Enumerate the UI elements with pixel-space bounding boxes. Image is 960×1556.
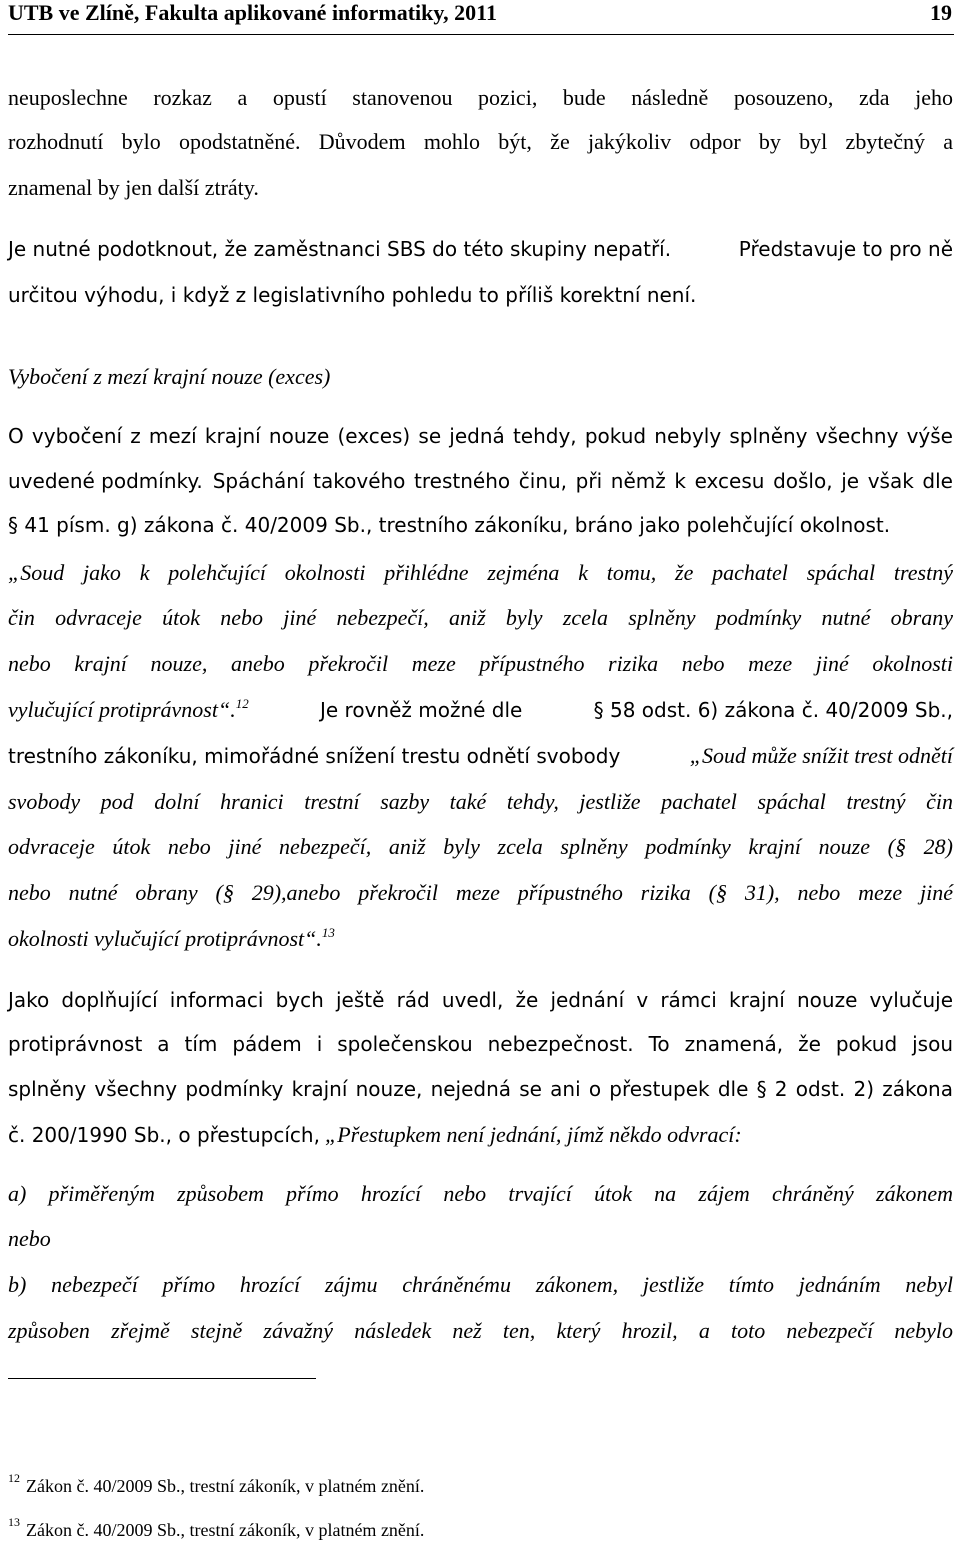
text-line (8, 697, 953, 723)
quote-line: „Soud jako k polehčující okolnosti přihlédne zejména k tomu, že pachatel spáchal trestný (8, 560, 953, 585)
list-item-b: b) nebezpečí přímo hrozící zájmu chráněnému zákonem, jestliže tímto jednáním nebyl (8, 1272, 953, 1297)
section-heading: Vybočení z mezí krajní nouze (exces) (8, 364, 331, 389)
footnote-text: Zákon č. 40/2009 Sb., trestní zákoník, v platném znění. (26, 1476, 425, 1496)
text-span: Je nutné podotknout, že zaměstnanci SBS do této skupiny nepatří. (8, 237, 672, 261)
text-line (8, 1122, 742, 1148)
text-line: rozhodnutí bylo opodstatněné. Důvodem mohlo být, že jakýkoliv odpor by byl zbytečný a (8, 129, 953, 154)
quote-end: okolnosti vylučující protiprávnost“. (8, 926, 322, 951)
text-span: trestního zákoníku, mimořádné snížení trestu odnětí svobody (8, 744, 621, 768)
text-line: splněny všechny podmínky krajní nouze, nejedná se ani o přestupek dle § 2 odst. 2) zákona (8, 1077, 953, 1101)
text-line (8, 513, 890, 538)
page-number: 19 (930, 0, 952, 25)
text-span: „Přestupkem není jednání, jímž někdo odvrací: (324, 1122, 742, 1147)
text-span: uvedené podmínky. (8, 469, 203, 493)
footnote-ref: 13 (321, 925, 335, 940)
header-title: UTB ve Zlíně, Fakulta aplikované informatiky, 2011 (8, 0, 497, 25)
text-span: § 41 písm. g) zákona č. 40/2009 Sb. (8, 513, 366, 537)
text-span: , trestního zákoníku, bráno jako polehčující okolnost. (365, 513, 891, 537)
quote-line: odvraceje útok nebo jiné nebezpečí, aniž byly zcela splněny podmínky krajní nouze (§ 28) (8, 834, 953, 859)
quote-line (8, 926, 335, 952)
footnote-number: 12 (8, 1471, 20, 1485)
quote-line: nebo krajní nouze, anebo překročil meze přípustného rizika nebo meze jiné okolnosti (8, 651, 953, 676)
text-span: , o přestupcích, (165, 1123, 320, 1147)
text-line: protiprávnost a tím pádem i společenskou nebezpečnost. To znamená, že pokud jsou (8, 1032, 953, 1056)
text-span: „Soud může snížit trest odnětí (689, 743, 953, 768)
footnote (8, 1515, 425, 1541)
footnote-number: 13 (8, 1515, 20, 1529)
text-line (8, 237, 953, 261)
header-rule (8, 34, 954, 35)
text-span: č. 200/1990 Sb. (8, 1123, 166, 1147)
page-header (8, 0, 952, 34)
text-span: Představuje to pro ně (738, 237, 953, 261)
quote-line: čin odvraceje útok nebo jiné nebezpečí, aniž byly zcela splněny podmínky nutné obrany (8, 605, 953, 630)
text-line: O vybočení z mezí krajní nouze (exces) se jedná tehdy, pokud nebyly splněny všechny výše (8, 424, 953, 448)
text-line: určitou výhodu, i když z legislativního pohledu to příliš korektní není. (8, 283, 697, 307)
quote-end: vylučující protiprávnost“. (8, 697, 236, 722)
footnote-ref: 12 (235, 696, 249, 711)
law-ref: § 58 odst. 6) zákona č. 40/2009 Sb. (593, 698, 947, 722)
footnote (8, 1471, 425, 1497)
text-span: Je rovněž možné dle (319, 698, 523, 722)
text-line (8, 743, 953, 769)
list-item-b-cont: způsoben zřejmě stejně závažný následek než ten, který hrozil, a toto nebezpečí nebylo (8, 1318, 953, 1343)
text-line (8, 469, 953, 493)
text-line: Jako doplňující informaci bych ještě rád uvedl, že jednání v rámci krajní nouze vylučuje (8, 988, 953, 1012)
text-span (8, 697, 249, 723)
quote-line: nebo nutné obrany (§ 29),anebo překročil meze přípustného rizika (§ 31), nebo meze jiné (8, 880, 953, 905)
text-span: Spáchání takového trestného činu, při němž k excesu došlo, je však dle (212, 469, 953, 493)
text-line: neuposlechne rozkaz a opustí stanovenou pozici, bude následně posouzeno, zda jeho (8, 85, 953, 110)
comma: , (946, 698, 953, 722)
footnote-separator (8, 1378, 316, 1379)
list-item-a-cont: nebo (8, 1226, 51, 1251)
text-line: znamenal by jen další ztráty. (8, 175, 259, 200)
list-item-a: a) přiměřeným způsobem přímo hrozící nebo trvající útok na zájem chráněný zákonem (8, 1181, 953, 1206)
quote-line: svobody pod dolní hranici trestní sazby také tehdy, jestliže pachatel spáchal trestný čin (8, 789, 953, 814)
footnote-text: Zákon č. 40/2009 Sb., trestní zákoník, v platném znění. (26, 1520, 425, 1540)
text-span (594, 698, 953, 722)
